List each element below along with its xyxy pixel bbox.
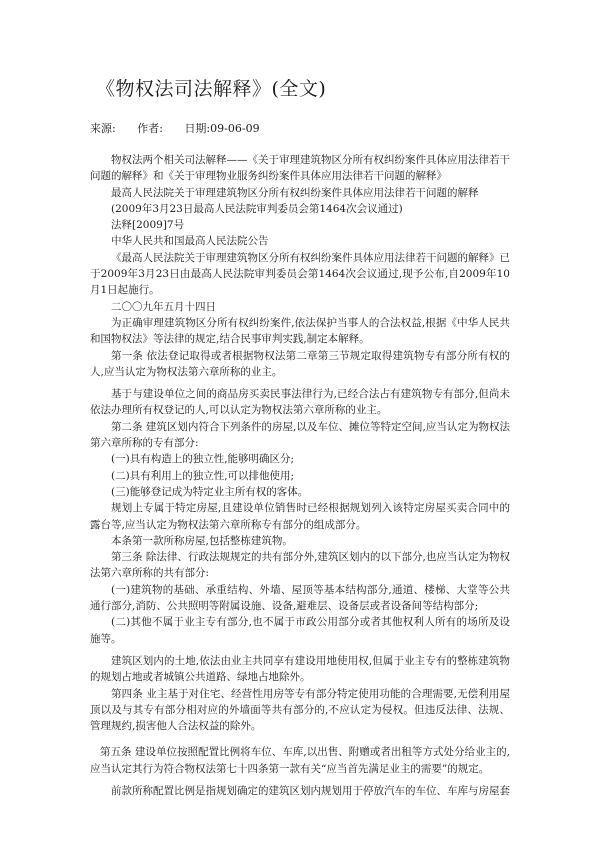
paragraph-article-2-c: 本条第一款所称房屋,包括整栋建筑物。 [111, 534, 293, 547]
paragraph-article-4: 第四条 业主基于对住宅、经营性用房等专有部分特定使用功能的合理需要,无偿利用屋顶以及与其专有部分相对应的外墙面等共有部分的,不应认定为侵权。但违反法律、法规、管理规约,损害他人合法权益的除外。 [90, 687, 510, 733]
paragraph-article-5: 第五条 建设单位按照配置比例将车位、车库,以出售、附赠或者出租等方式处分给业主的,应当认定其行为符合物权法第七十四条第一款有关“应当首先满足业主的需要”的规定。 [90, 746, 510, 775]
paragraph-purpose: 为正确审理建筑物区分所有权纠纷案件,依法保护当事人的合法权益,根据《中华人民共和国物权法》等法律的规定,结合民事审判实践,制定本解释。 [90, 316, 510, 346]
paragraph-heading: 最高人民法院关于审理建筑物区分所有权纠纷案件具体应用法律若干问题的解释 [111, 186, 479, 199]
paragraph-article-5-b: 前款所称配置比例是指规划确定的建筑区划内规划用于停放汽车的车位、车库与房屋套 [111, 784, 510, 797]
paragraph-article-2: 第二条 建筑区划内符合下列条件的房屋,以及车位、摊位等特定空间,应当认定为物权法第六章所称的专有部分: [90, 420, 510, 450]
paragraph-doc-number: 法释[2009]7号 [111, 219, 185, 232]
document-meta [90, 120, 278, 136]
paragraph-article-1-b: 基于与建设单位之间的商品房买卖民事法律行为,已经合法占有建筑物专有部分,但尚未依法办理所有权登记的人,可以认定为物权法第六章所称的业主。 [90, 388, 510, 417]
paragraph-date: 二〇〇九年五月十四日 [111, 300, 216, 313]
paragraph-adoption: (2009年3月23日最高人民法院审判委员会第1464次会议通过) [111, 202, 403, 215]
paragraph-article-1: 第一条 依法登记取得或者根据物权法第二章第三节规定取得建筑物专有部分所有权的人,应当认定为物权法第六章所称的业主。 [90, 349, 510, 378]
paragraph-article-2-item-2: (二)具有利用上的独立性,可以排他使用; [111, 469, 295, 482]
meta-date: 日期:09-06-09 [184, 122, 260, 135]
page-title: 《物权法司法解释》(全文) [96, 78, 327, 100]
paragraph-intro: 物权法两个相关司法解释——《关于审理建筑物区分所有权纠纷案件具体应用法律若干问题的解释》和《关于审理物业服务纠纷案件具体应用法律若干问题的解释》 [90, 154, 510, 183]
paragraph-article-3-item-1: (一)建筑物的基础、承重结构、外墙、屋顶等基本结构部分,通道、楼梯、大堂等公共通行部分,消防、公共照明等附属设施、设备,避难层、设备层或者设备间等结构部分; [90, 583, 510, 613]
paragraph-article-2-b: 规划上专属于特定房屋,且建设单位销售时已经根据规划列入该特定房屋买卖合同中的露台等,应当认定为物权法第六章所称专有部分的组成部分。 [90, 502, 510, 531]
paragraph-article-3-item-2: (二)其他不属于业主专有部分,也不属于市政公用部分或者其他权利人所有的场所及设施等。 [90, 616, 510, 645]
document-body [90, 152, 510, 799]
paragraph-announcement: 中华人民共和国最高人民法院公告 [111, 235, 269, 248]
paragraph-announcement-body: 《最高人民法院关于审理建筑物区分所有权纠纷案件具体应用法律若干问题的解释》已于2009年3月23日由最高人民法院审判委员会第1464次会议通过,现予公布,自2009年10月1日起施行。 [90, 251, 510, 297]
meta-author: 作者: [137, 122, 163, 135]
paragraph-article-3-b: 建筑区划内的土地,依法由业主共同享有建设用地使用权,但属于业主专有的整栋建筑物的规划占地或者城镇公共道路、绿地占地除外。 [90, 654, 510, 684]
paragraph-article-2-item-1: (一)具有构造上的独立性,能够明确区分; [111, 453, 295, 466]
paragraph-article-3: 第三条 除法律、行政法规规定的共有部分外,建筑区划内的以下部分,也应当认定为物权法第六章所称的共有部分: [90, 551, 510, 580]
paragraph-article-2-item-3: (三)能够登记成为特定业主所有权的客体。 [111, 485, 309, 498]
meta-source: 来源: [90, 122, 116, 135]
